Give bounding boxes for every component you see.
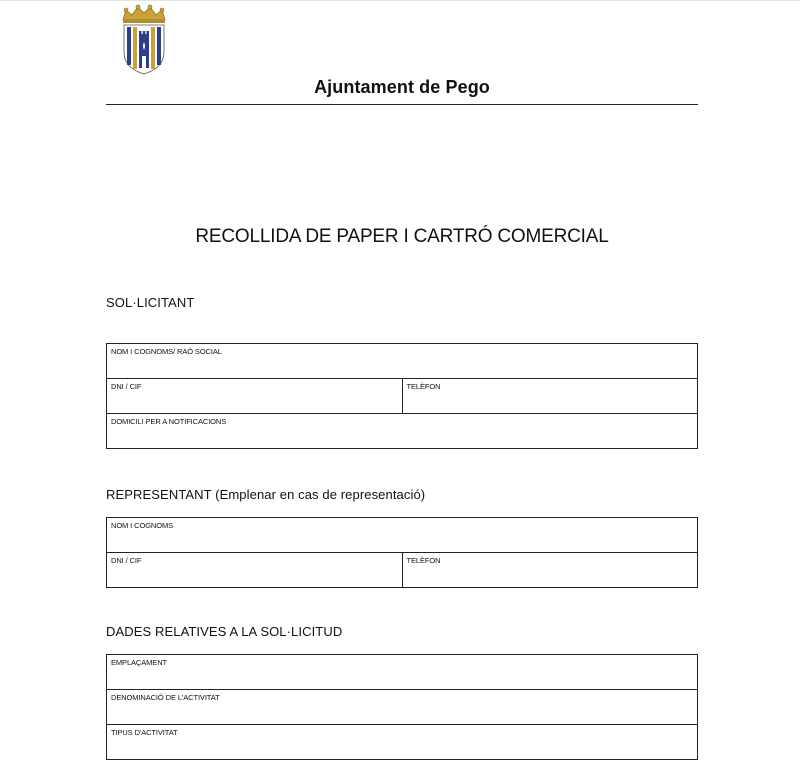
header-divider — [106, 104, 698, 105]
field-label: EMPLAÇAMENT — [111, 658, 167, 667]
applicant-name-field[interactable] — [107, 344, 698, 379]
applicant-form-table — [106, 343, 698, 449]
applicant-id-field[interactable] — [107, 379, 403, 414]
field-label: TIPUS D'ACTIVITAT — [111, 728, 178, 737]
field-label: TELÈFON — [406, 556, 441, 565]
field-label: NOM I COGNOMS/ RAÓ SOCIAL — [111, 347, 222, 356]
applicant-address-field[interactable] — [107, 414, 698, 449]
activity-name-field[interactable] — [107, 690, 698, 725]
representative-phone-field[interactable] — [402, 553, 698, 588]
field-label: TELÈFON — [406, 382, 441, 391]
field-label: DNI / CIF — [111, 556, 142, 565]
field-label: DNI / CIF — [111, 382, 142, 391]
activity-type-field[interactable] — [107, 725, 698, 760]
page-top-edge — [0, 0, 800, 1]
field-label: DENOMINACIÓ DE L'ACTIVITAT — [111, 693, 220, 702]
pego-coat-of-arms-icon — [119, 4, 169, 76]
section-title-representative: REPRESENTANT (Emplenar en cas de representació) — [106, 487, 426, 502]
request-form-table — [106, 654, 698, 760]
representative-name-field[interactable] — [107, 518, 698, 553]
representative-form-table — [106, 517, 698, 588]
section-title-request: DADES RELATIVES A LA SOL·LICITUD — [106, 624, 343, 639]
section-title-applicant: SOL·LICITANT — [106, 295, 195, 310]
document-title: RECOLLIDA DE PAPER I CARTRÓ COMERCIAL — [195, 226, 609, 247]
field-label: NOM I COGNOMS — [111, 521, 174, 530]
applicant-phone-field[interactable] — [402, 379, 698, 414]
representative-id-field[interactable] — [107, 553, 403, 588]
organization-name: Ajuntament de Pego — [314, 77, 490, 97]
location-field[interactable] — [107, 655, 698, 690]
field-label: DOMICILI PER A NOTIFICACIONS — [111, 417, 227, 426]
